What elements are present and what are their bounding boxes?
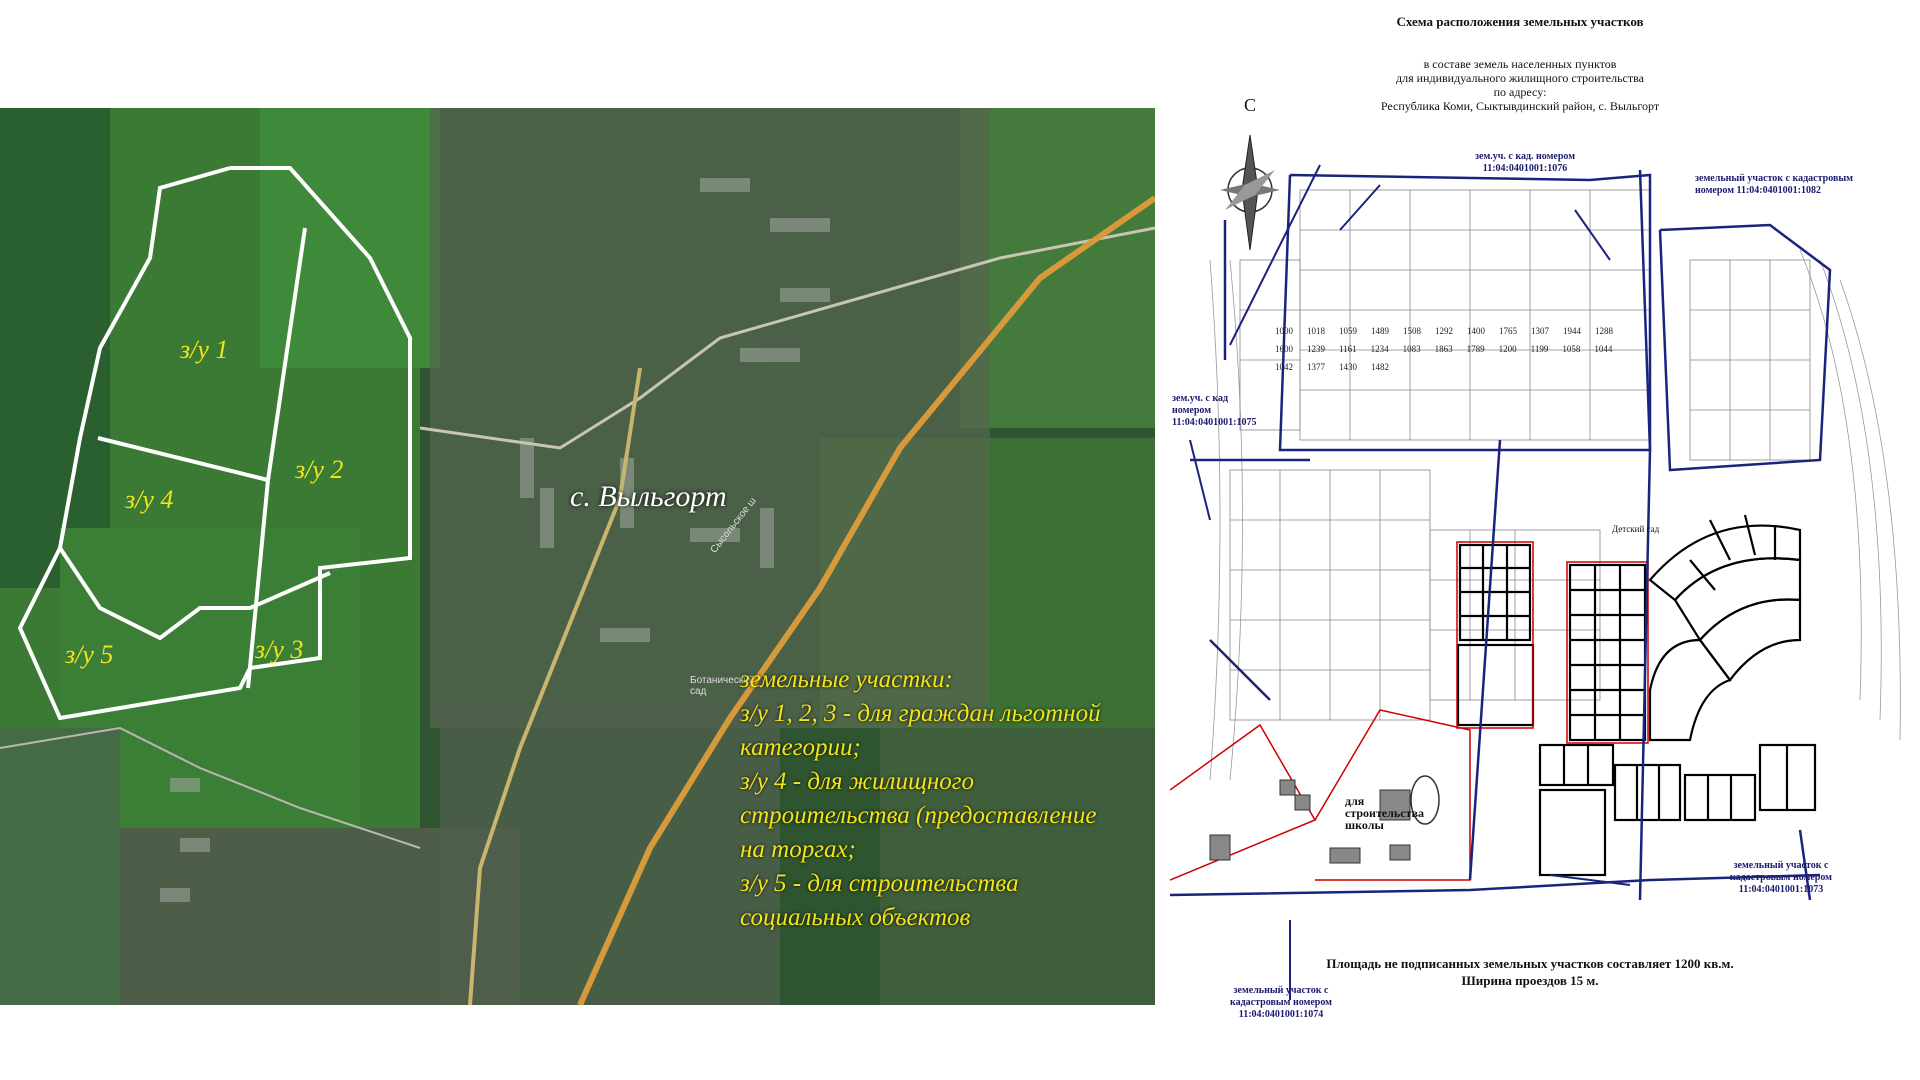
subtitle-line: в составе земель населенных пунктов <box>1423 57 1617 71</box>
school-text: школы <box>1345 818 1384 832</box>
lot-area-numbers <box>1275 325 1635 373</box>
lot-area: 1508 <box>1403 326 1421 336</box>
kindergarten-label: Детский сад <box>1612 524 1660 534</box>
lot-area: 1400 <box>1467 326 1485 336</box>
callout-text: зем.уч. с кад <box>1172 393 1229 404</box>
compass-icon <box>1220 135 1280 250</box>
callout-1074 <box>1230 985 1332 1021</box>
callout-text: номером <box>1172 405 1212 416</box>
legend-line: з/у 4 - для жилищного <box>740 768 974 795</box>
footer-line: Площадь не подписанных земельных участков составляет 1200 кв.м. <box>1326 956 1734 971</box>
lot-area: 1018 <box>1307 326 1325 336</box>
callout-1075 <box>1172 393 1256 429</box>
lot-area: 1083 <box>1402 344 1421 354</box>
lot-area: 1944 <box>1563 326 1581 336</box>
plot-label-4: з/у 4 <box>125 485 174 514</box>
callout-1082 <box>1695 173 1853 197</box>
legend-title: земельные участки: <box>740 666 953 693</box>
legend-line: з/у 5 - для строительства <box>740 870 1019 897</box>
lot-area: 1430 <box>1339 362 1357 372</box>
plot-label-3: з/у 3 <box>255 635 304 664</box>
lot-area: 1239 <box>1307 344 1325 354</box>
lot-area: 1288 <box>1595 326 1613 336</box>
plot-label-1: з/у 1 <box>180 335 229 364</box>
school-text: для <box>1345 794 1365 808</box>
school-label <box>1345 795 1424 831</box>
callout-text: 11:04:0401001:1074 <box>1238 1009 1324 1020</box>
legend-line: социальных объектов <box>740 904 971 931</box>
lot-area: 1234 <box>1370 344 1389 354</box>
callout-text: земельный участок с <box>1733 860 1829 871</box>
lot-area: 1863 <box>1434 344 1453 354</box>
plan-title: Схема расположения земельных участков <box>1396 14 1644 29</box>
footer-line: Ширина проездов 15 м. <box>1461 973 1599 988</box>
callout-text: кадастровым номером <box>1230 997 1332 1008</box>
callout-text: 11:04:0401001:1076 <box>1482 163 1568 174</box>
legend-line: категории; <box>740 734 861 761</box>
school-text: строительства <box>1345 806 1424 820</box>
callout-text: 11:04:0401001:1073 <box>1738 884 1824 895</box>
garden-label: Ботанический сад <box>690 675 755 697</box>
callout-1073 <box>1730 860 1832 896</box>
village-label: с. Выльгорт <box>570 480 727 513</box>
plan-footer <box>1250 955 1810 989</box>
subtitle-line: по адресу: <box>1493 85 1547 99</box>
callout-text: номером 11:04:0401001:1082 <box>1695 185 1821 196</box>
lot-area: 1058 <box>1562 344 1581 354</box>
legend-line: строительства (предоставление <box>740 802 1097 829</box>
lot-area: 1161 <box>1339 344 1357 354</box>
plot-label-5: з/у 5 <box>65 640 114 669</box>
callout-text: земельный участок с <box>1233 985 1329 996</box>
lot-area: 1199 <box>1530 344 1549 354</box>
north-label: С <box>1243 95 1256 115</box>
lot-area: 1765 <box>1499 326 1517 336</box>
lot-area: 1489 <box>1371 326 1389 336</box>
lot-area: 1789 <box>1466 344 1485 354</box>
lot-area: 1044 <box>1594 344 1613 354</box>
subtitle-line: для индивидуального жилищного строительства <box>1396 71 1644 85</box>
road-label: Сысольское ш <box>708 495 759 556</box>
callout-text: зем.уч. с кад. номером <box>1475 151 1576 162</box>
lot-area: 1200 <box>1498 344 1517 354</box>
callout-1076 <box>1475 151 1575 175</box>
lot-area: 1307 <box>1531 326 1549 336</box>
lot-area: 1600 <box>1275 344 1293 354</box>
lot-area: 1042 <box>1275 362 1293 372</box>
callout-text: кадастровым номером <box>1730 872 1832 883</box>
callout-text: 11:04:0401001:1075 <box>1172 417 1257 428</box>
lot-area: 1292 <box>1435 326 1453 336</box>
plots-legend <box>740 663 1140 935</box>
new-lots <box>1458 515 1815 875</box>
legend-line: на торгах; <box>740 836 856 863</box>
lot-area: 1377 <box>1307 362 1325 372</box>
lot-area: 1000 <box>1275 326 1293 336</box>
subtitle-line: Республика Коми, Сыктывдинский район, с. Выльгорт <box>1380 99 1660 113</box>
legend-line: з/у 1, 2, 3 - для граждан льготной <box>740 700 1101 727</box>
plot-label-2: з/у 2 <box>295 455 344 484</box>
lot-area: 1482 <box>1371 362 1389 372</box>
lot-area: 1059 <box>1339 326 1357 336</box>
callout-text: земельный участок с кадастровым <box>1695 173 1853 184</box>
